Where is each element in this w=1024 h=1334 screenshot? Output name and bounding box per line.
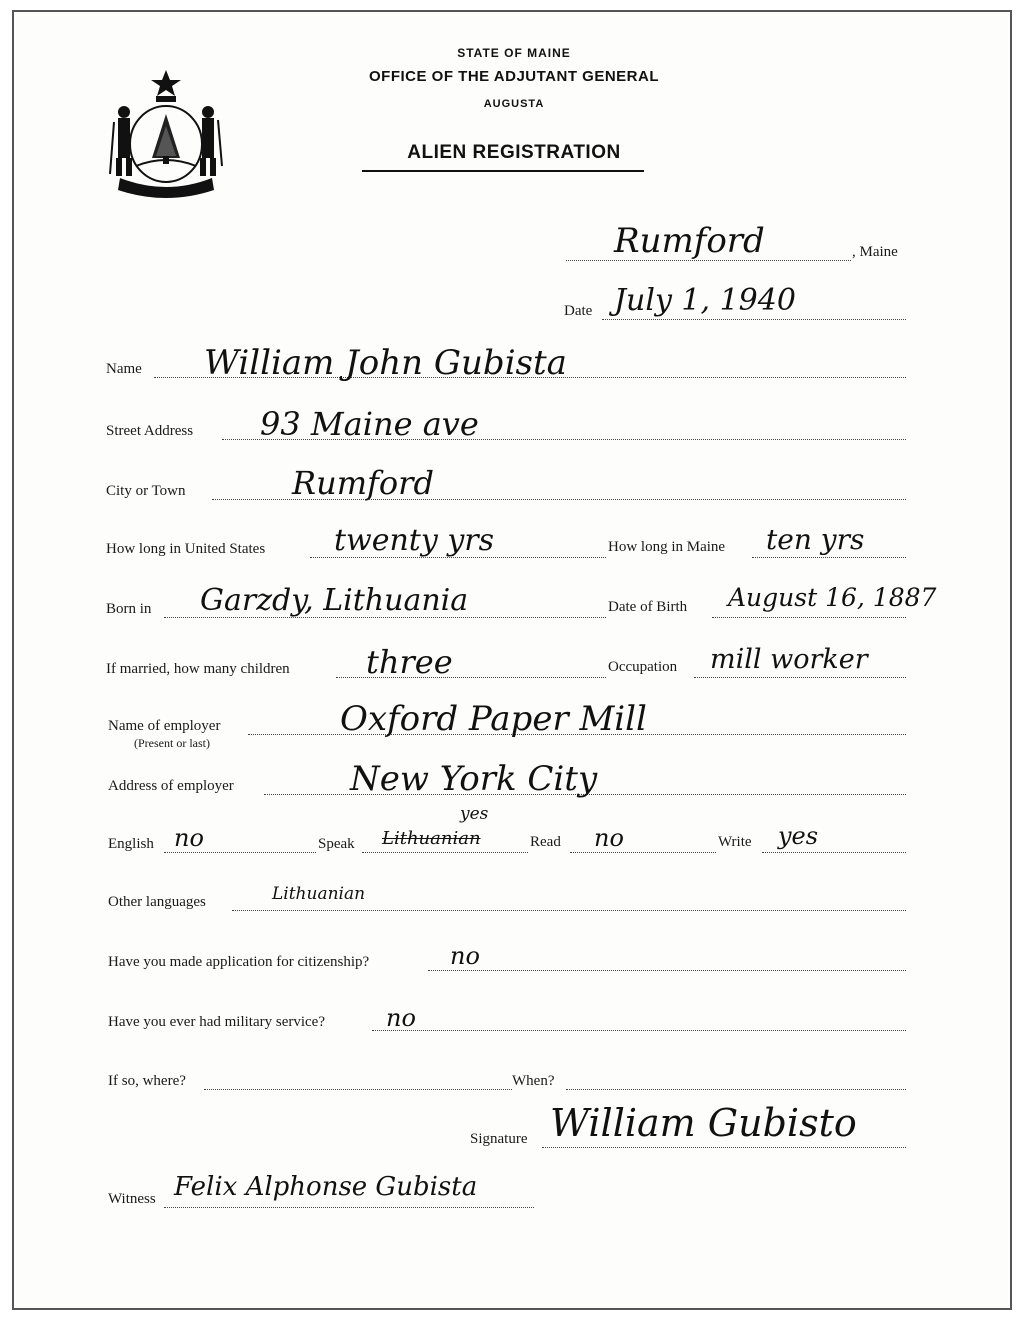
when-line [566,1089,906,1090]
other-languages-label: Other languages [108,894,206,910]
speak-value: yes [460,804,489,824]
registration-form [12,10,1012,1310]
witness-line [164,1207,534,1208]
us-time-value: twenty yrs [334,523,495,558]
employer-label: Name of employer [108,718,221,734]
dob-line [712,617,906,618]
where-line [204,1089,512,1090]
dob-label: Date of Birth [608,599,688,615]
read-value: no [594,824,624,852]
date-label: Date [564,303,593,319]
city-value: Rumford [292,464,434,502]
signature-value: William Gubisto [550,1101,857,1145]
read-label: Read [530,834,561,850]
header-state: STATE OF MAINE [457,46,571,60]
children-label: If married, how many children [106,661,290,677]
military-value: no [386,1004,416,1032]
maine-time-label: How long in Maine [608,539,726,555]
title-underline [362,170,644,172]
speak-label: Speak [318,836,355,852]
write-label: Write [718,834,752,850]
other-languages-value: Lithuanian [272,884,366,904]
english-label: English [108,836,154,852]
witness-value: Felix Alphonse Gubista [174,1172,478,1202]
write-line [762,852,906,853]
born-in-value: Garzdy, Lithuania [200,583,469,618]
header-city: AUGUSTA [483,98,545,110]
employer-sublabel: (Present or last) [134,736,210,750]
street-value: 93 Maine ave [260,405,479,443]
street-label: Street Address [106,423,194,439]
employer-value: Oxford Paper Mill [340,699,647,739]
other-languages-line [232,910,906,911]
read-line [570,852,716,853]
maine-time-line [752,557,906,558]
date-value: July 1, 1940 [614,283,796,318]
signature-line [542,1147,906,1148]
occupation-value: mill worker [710,644,868,675]
employer-address-value: New York City [350,759,598,799]
dob-value: August 16, 1887 [728,583,937,612]
citizenship-line [428,970,906,971]
where-label: If so, where? [108,1073,186,1089]
place-suffix: , Maine [852,244,898,260]
citizenship-value: no [450,942,480,970]
state-of-maine-seal-icon [106,66,226,201]
witness-label: Witness [108,1191,156,1207]
signature-label: Signature [470,1131,528,1147]
date-line [602,319,906,320]
when-label: When? [512,1073,555,1089]
occupation-label: Occupation [608,659,678,675]
speak-struck-value: Lithuanian [382,828,481,849]
employer-address-label: Address of employer [108,778,234,794]
us-time-label: How long in United States [106,541,266,557]
english-line [164,852,316,853]
military-label: Have you ever had military service? [108,1014,325,1030]
city-label: City or Town [106,483,186,499]
occupation-line [694,677,906,678]
write-value: yes [778,822,819,850]
place-value: Rumford [614,221,765,261]
form-title: ALIEN REGISTRATION [407,142,621,163]
maine-time-value: ten yrs [766,523,865,556]
military-line [372,1030,906,1031]
name-value: William John Gubista [204,343,567,383]
born-in-label: Born in [106,601,152,617]
name-label: Name [106,361,142,377]
english-value: no [174,824,204,852]
children-value: three [366,643,453,681]
citizenship-label: Have you made application for citizenship? [108,954,370,970]
header-office: OFFICE OF THE ADJUTANT GENERAL [369,68,659,85]
speak-line [362,852,528,853]
